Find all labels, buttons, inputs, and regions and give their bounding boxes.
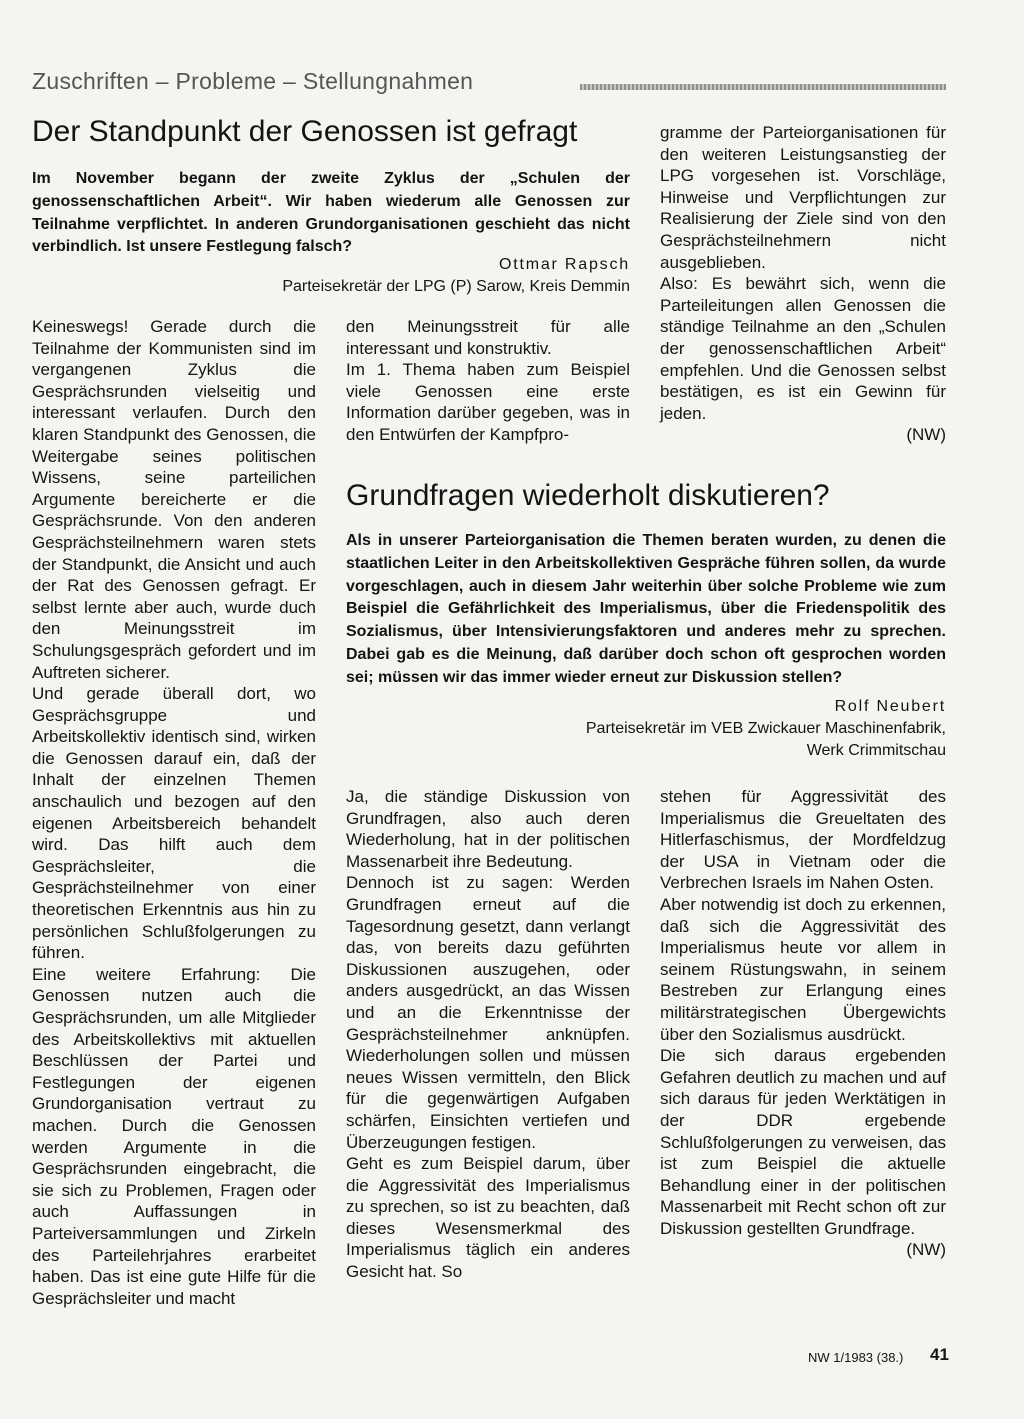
article2-col2-para: Aber notwendig ist doch zu erkennen, daß sich die Aggressivität des Imperialismus heute vor allem in seinem Rüstungswahn, in seinem Bestreben zur Erlangung eines militärstrategischen Übergewichts über den Sozialismus ausdrückt. [660, 894, 946, 1044]
article2-author-role: Parteisekretär im VEB Zwickauer Maschinenfabrik, [585, 720, 946, 737]
article1-col3-para: gramme der Parteiorganisationen für den weiteren Leistungsanstieg der LPG vorgesehen ist. Vorschläge, Hinweise und Verpflichtungen zur Realisierung der Ziele sind von den Gesprächsteilnehmern nicht ausgeblieben. [660, 123, 946, 272]
article2-col2-para: Die sich daraus ergebenden Gefahren deutlich zu machen und auf sich daraus für jeden Werktätigen in der DDR ergebende Schlußfolgerungen zu verweisen, das ist zum Beispiel die aktuelle Behandlung einer in der politischen Massenarbeit mit Recht schon oft zur Diskussion gestellten Grundfrage. [660, 1046, 946, 1238]
article1-column-3 [660, 122, 946, 446]
article2-author-role: Werk Crimmitschau [806, 742, 946, 759]
article1-author-name: Ottmar Rapsch [499, 256, 630, 273]
article2-col1-para: Geht es zum Beispiel darum, über die Aggressivität des Imperialismus zu sprechen, so ist zu beachten, daß dieses Wesensmerkmal des Imperialismus täglich ein anderes Gesicht hat. So [346, 1154, 630, 1282]
article2-signature [400, 696, 946, 762]
article1-col1-para: Keineswegs! Gerade durch die Teilnahme der Kommunisten sind im vergangenen Zyklus die Gesprächsrunden vielseitig und interessant verlaufen. Durch den klaren Standpunkt des Genossen, die Weitergabe seines politischen Wissens, seine parteilichen Argumente bereicherte er die Gesprächsrunde. Von den anderen Gesprächsteilnehmern waren stets der Standpunkt, die Ansicht und auch der Rat des Genossen gefragt. Er selbst lernte aber auch, wurde duch den Meinungsstreit im Schulungsgespräch gefordert und im Auftreten sicherer. [32, 317, 316, 682]
article1-col2-para: Im 1. Thema haben zum Beispiel viele Genossen eine erste Information darüber gegeben, was in den Entwürfen der Kampfpro- [346, 360, 630, 444]
article1-author-role: Parteisekretär der LPG (P) Sarow, Kreis Demmin [282, 278, 630, 295]
article2-signoff: (NW) [906, 1240, 946, 1260]
article2-lead-text: Als in unserer Parteiorganisation die Themen beraten wurden, zu denen die staatlichen Leiter in den Arbeitskollektiven Gespräche führen sollen, da wurde vorgeschlagen, auch in diesem Jahr weiterhin über solche Probleme wie zum Beispiel die Gefährlichkeit des Imperialismus, über die Friedenspolitik des Sozialismus, über Intensivierungsfaktoren und anderes mehr zu sprechen. Dabei gab es die Meinung, daß darüber doch schon oft gesprochen worden sei; müssen wir das immer wieder erneut zur Diskussion stellen? [346, 532, 946, 686]
article1-col2-para: den Meinungsstreit für alle interessant und konstruktiv. [346, 317, 630, 358]
page-number: 41 [930, 1345, 949, 1364]
article1-column-1 [32, 316, 316, 1309]
article1-headline: Der Standpunkt der Genossen ist gefragt [32, 115, 578, 148]
article1-signature [150, 254, 630, 298]
article2-col2-para: stehen für Aggressivität des Imperialismus die Greueltaten des Hitlerfaschismus, der Mordfeldzug der USA in Vietnam oder die Verbrechen Israels im Nahen Osten. [660, 787, 946, 893]
article1-signoff: (NW) [906, 425, 946, 445]
article2-col1-para: Ja, die ständige Diskussion von Grundfragen, also auch deren Wiederholung, hat in der politischen Massenarbeit ihre Bedeutung. [346, 787, 630, 871]
article2-col1-para: Dennoch ist zu sagen: Werden Grundfragen erneut auf die Tagesordnung gesetzt, dann verlangt das, von bereits dazu geführten Diskussionen auszugehen, oder anders ausgedrückt, an das Wissen und an die Erkenntnisse der Gesprächsteilnehmer anknüpfen. Wiederholungen sollen und müssen neues Wissen vermitteln, den Blick für die gegenwärtigen Aufgaben schärfen, Einsichten vertiefen und Überzeugungen festigen. [346, 873, 630, 1152]
article1-col1-para: Und gerade überall dort, wo Gesprächsgruppe und Arbeitskollektiv identisch sind, wirken die Genossen darauf ein, daß der Inhalt der einzelnen Themen anschaulich und bezogen auf den eigenen Arbeitsbereich behandelt wird. Das hilft auch dem Gesprächsleiter, die Gesprächsteilnehmer von einer theoretischen Erkenntnis aus hin zu persönlichen Schlußfolgerungen zu führen. [32, 684, 316, 963]
article1-lead [32, 168, 630, 259]
article2-author-name: Rolf Neubert [834, 698, 946, 715]
article2-headline: Grundfragen wiederholt diskutieren? [346, 479, 830, 512]
article1-column-2 [346, 316, 630, 446]
issue-reference: NW 1/1983 (38.) [808, 1350, 904, 1365]
article1-lead-text: Im November begann der zweite Zyklus der „Schulen der genossenschaftlichen Arbeit“. Wir haben wiederum alle Genossen zur Teilnahme verpflichtet. In anderen Grundorganisationen geschieht das nicht verbindlich. Ist unsere Festlegung falsch? [32, 170, 630, 256]
article2-lead [346, 530, 946, 690]
section-header-rule [580, 84, 946, 90]
article2-column-1 [346, 786, 630, 1283]
article2-column-2 [660, 786, 946, 1261]
section-header: Zuschriften – Probleme – Stellungnahmen [32, 68, 474, 94]
article1-col3-para: Also: Es bewährt sich, wenn die Parteileitungen allen Genossen die ständige Teilnahme an den „Schulen der genossenschaftlichen Arbeit“ empfehlen. Und die Genossen selbst bestätigen, es ist ein Gewinn für jeden. [660, 274, 946, 423]
article1-col1-para: Eine weitere Erfahrung: Die Genossen nutzen auch die Gesprächsrunden, um alle Mitglieder des Arbeitskollektivs mit aktuellen Beschlüssen der Partei und Festlegungen der eigenen Grundorganisation vertraut zu machen. Durch die Genossen werden Argumente in die Gesprächsrunden eingebracht, die sie sich zu Problemen, Fragen oder auch Auffassungen in Parteiversammlungen und Zirkeln des Parteilehrjahres erarbeitet haben. Das ist eine gute Hilfe für die Gesprächsleiter und macht [32, 964, 316, 1308]
